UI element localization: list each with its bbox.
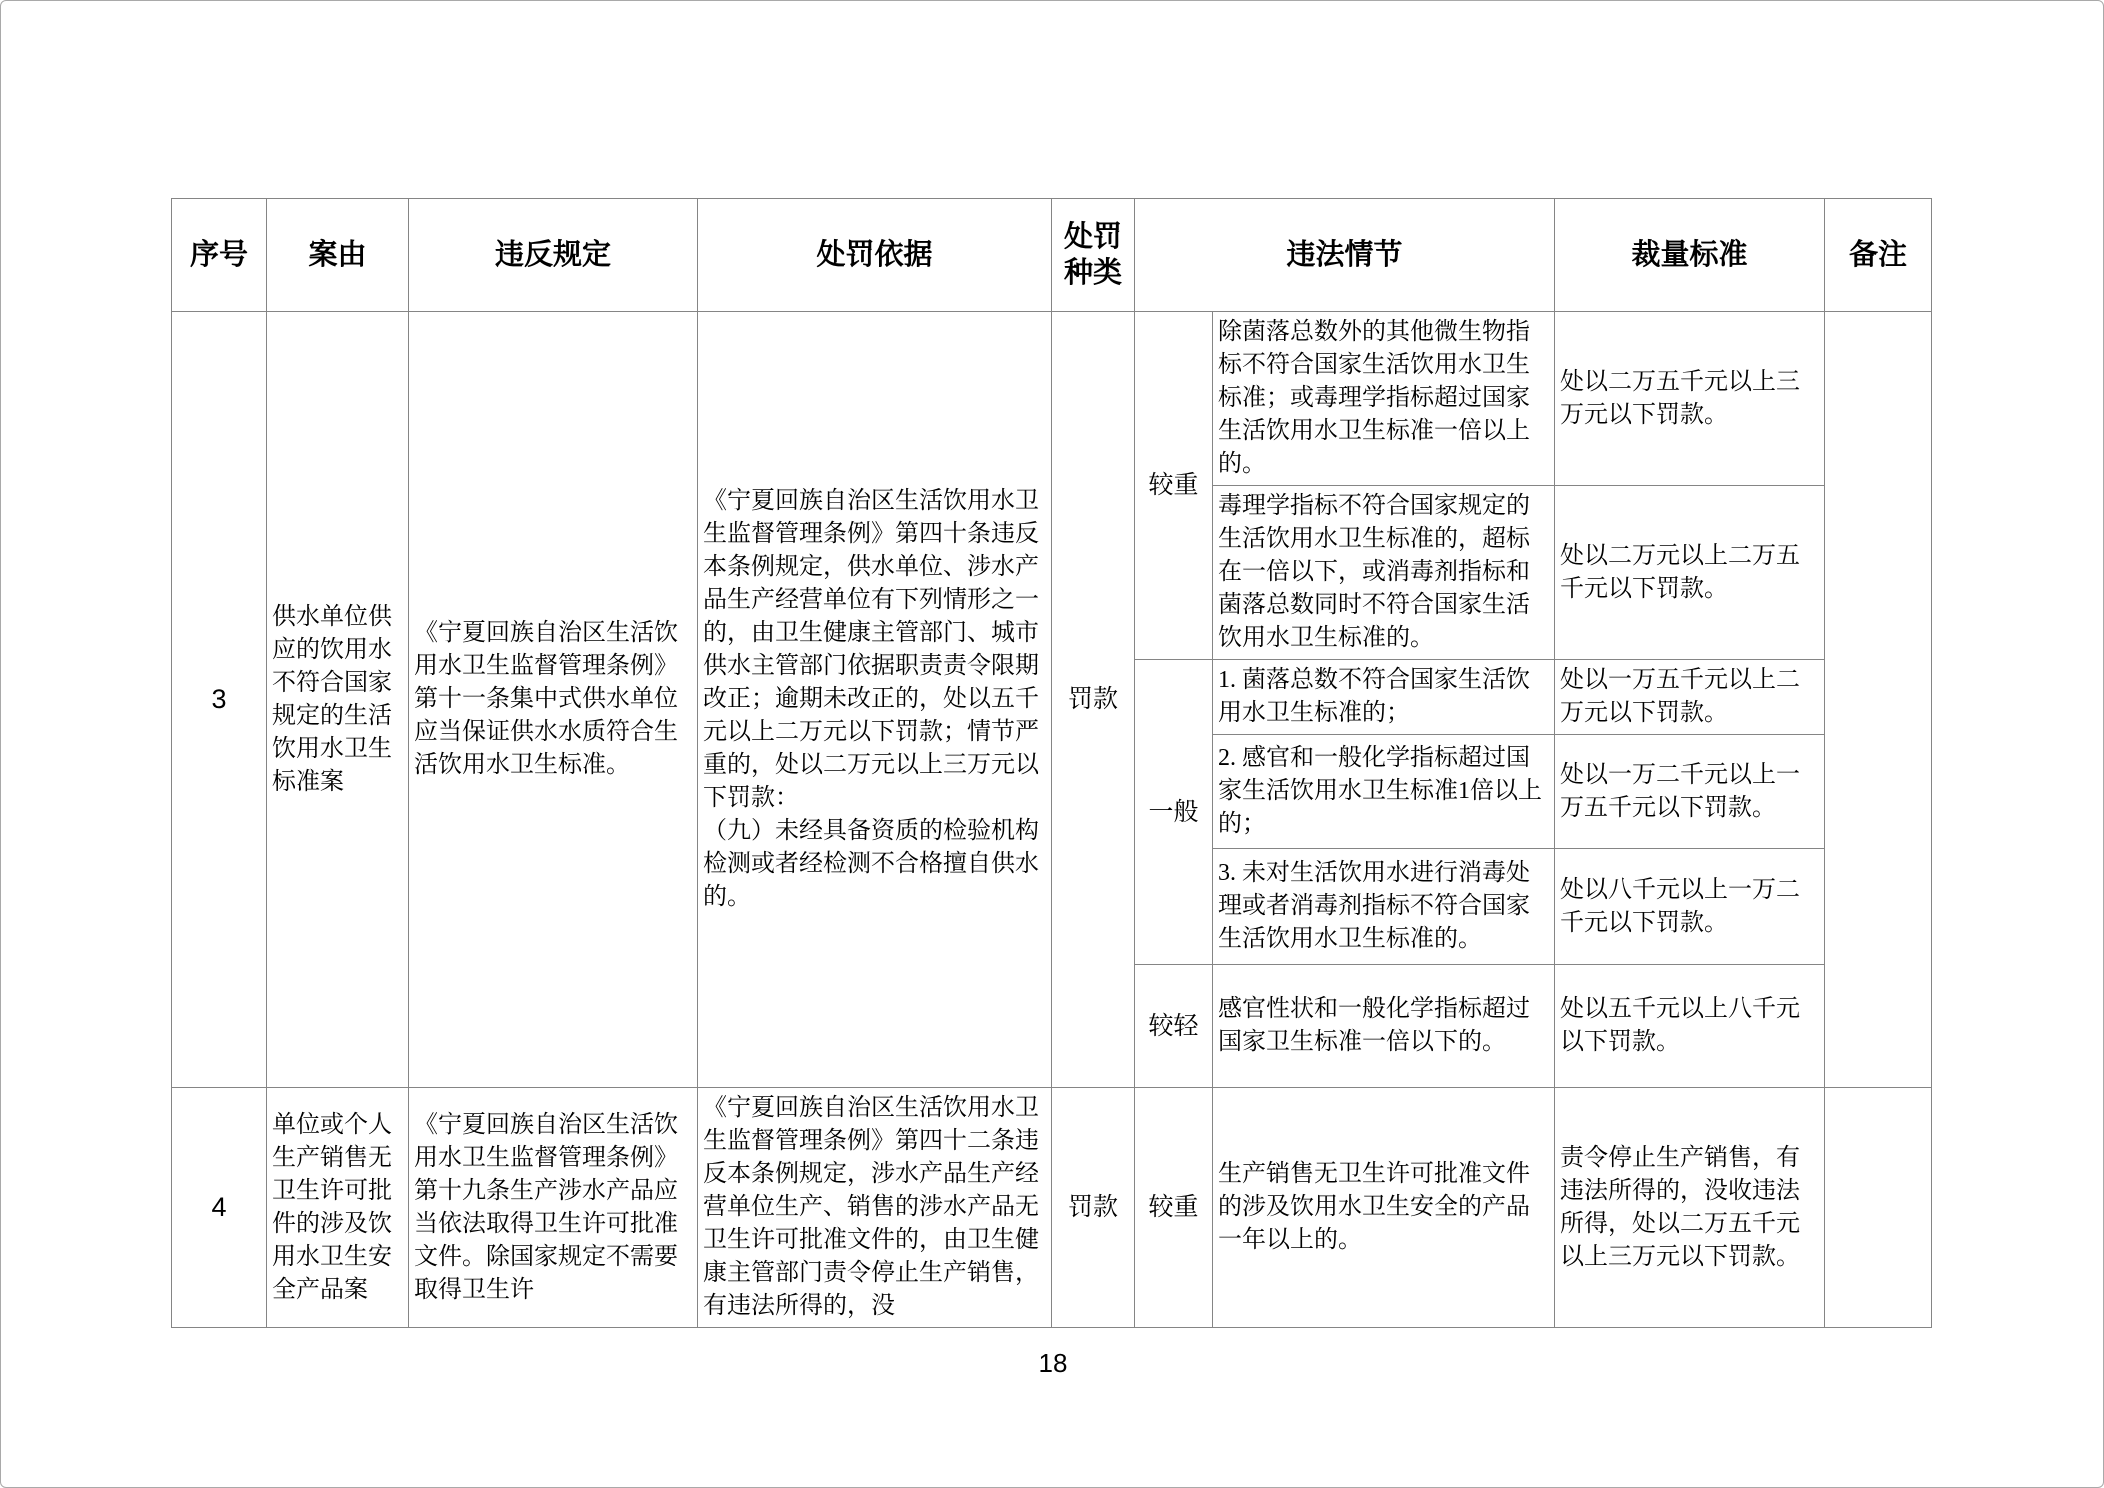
row3-severity-normal: 一般	[1135, 660, 1213, 965]
col-header-remark: 备注	[1825, 199, 1932, 312]
row3-standard-2: 处以二万元以上二万五千元以下罚款。	[1555, 486, 1825, 660]
row4-seq: 4	[172, 1088, 267, 1328]
row3-circumstance-1: 除菌落总数外的其他微生物指标不符合国家生活饮用水卫生标准；或毒理学指标超过国家生活饮用水卫生标准一倍以上的。	[1213, 312, 1555, 486]
header-row	[172, 199, 1932, 312]
row3-severity-heavy: 较重	[1135, 312, 1213, 660]
row3-basis-paragraph-1: 《宁夏回族自治区生活饮用水卫生监督管理条例》第四十条违反本条例规定，供水单位、涉水产品生产经营单位有下列情形之一的，由卫生健康主管部门、城市供水主管部门依据职责责令限期改正；逾期未改正的，处以五千元以上二万元以下罚款；情节严重的，处以二万元以上三万元以下罚款：	[703, 488, 1039, 811]
row4-violation: 《宁夏回族自治区生活饮用水卫生监督管理条例》第十九条生产涉水产品应当依法取得卫生许可批准文件。除国家规定不需要取得卫生许	[409, 1088, 698, 1328]
row3-violation: 《宁夏回族自治区生活饮用水卫生监督管理条例》第十一条集中式供水单位应当保证供水水质符合生活饮用水卫生标准。	[409, 312, 698, 1088]
row4-standard: 责令停止生产销售，有违法所得的，没收违法所得，处以二万五千元以上三万元以下罚款。	[1555, 1088, 1825, 1328]
row3-circumstance-5: 3. 未对生活饮用水进行消毒处理或者消毒剂指标不符合国家生活饮用水卫生标准的。	[1213, 849, 1555, 965]
row3-standard-5: 处以八千元以上一万二千元以下罚款。	[1555, 849, 1825, 965]
row3-standard-1: 处以二万五千元以上三万元以下罚款。	[1555, 312, 1825, 486]
row3-case: 供水单位供应的饮用水不符合国家规定的生活饮用水卫生标准案	[267, 312, 409, 1088]
col-header-standard: 裁量标准	[1555, 199, 1825, 312]
row3-circumstance-4: 2. 感官和一般化学指标超过国家生活饮用水卫生标准1倍以上的；	[1213, 735, 1555, 849]
row3-standard-3: 处以一万五千元以上二万元以下罚款。	[1555, 660, 1825, 735]
row3-circumstance-6: 感官性状和一般化学指标超过国家卫生标准一倍以下的。	[1213, 965, 1555, 1088]
row3-basis-paragraph-2: （九）未经具备资质的检验机构检测或者经检测不合格擅自供水的。	[703, 818, 1039, 910]
page-number: 18	[1038, 1348, 1068, 1378]
col-header-basis: 处罚依据	[698, 199, 1052, 312]
row3-standard-4: 处以一万二千元以上一万五千元以下罚款。	[1555, 735, 1825, 849]
penalty-discretion-table	[171, 198, 1932, 1328]
row3-standard-6: 处以五千元以上八千元以下罚款。	[1555, 965, 1825, 1088]
row3-circumstance-3: 1. 菌落总数不符合国家生活饮用水卫生标准的；	[1213, 660, 1555, 735]
row3-seq: 3	[172, 312, 267, 1088]
row3-severity-light: 较轻	[1135, 965, 1213, 1088]
row4-circumstance: 生产销售无卫生许可批准文件的涉及饮用水卫生安全的产品一年以上的。	[1213, 1088, 1555, 1328]
col-header-seq: 序号	[172, 199, 267, 312]
row4-penalty-type: 罚款	[1052, 1088, 1135, 1328]
table-row	[172, 312, 1932, 486]
row4-severity: 较重	[1135, 1088, 1213, 1328]
col-header-penalty-type: 处罚种类	[1052, 199, 1135, 312]
row4-remark	[1825, 1088, 1932, 1328]
row4-basis: 《宁夏回族自治区生活饮用水卫生监督管理条例》第四十二条违反本条例规定，涉水产品生产经营单位生产、销售的涉水产品无卫生许可批准文件的，由卫生健康主管部门责令停止生产销售，有违法所得的，没	[698, 1088, 1052, 1328]
row3-remark	[1825, 312, 1932, 1088]
row3-penalty-type: 罚款	[1052, 312, 1135, 1088]
col-header-case: 案由	[267, 199, 409, 312]
col-header-circumstance: 违法情节	[1135, 199, 1555, 312]
table-row	[172, 1088, 1932, 1328]
col-header-violation: 违反规定	[409, 199, 698, 312]
row4-case: 单位或个人生产销售无卫生许可批件的涉及饮用水卫生安全产品案	[267, 1088, 409, 1328]
row3-circumstance-2: 毒理学指标不符合国家规定的生活饮用水卫生标准的，超标在一倍以下，或消毒剂指标和菌落总数同时不符合国家生活饮用水卫生标准的。	[1213, 486, 1555, 660]
row3-basis	[698, 312, 1052, 1088]
